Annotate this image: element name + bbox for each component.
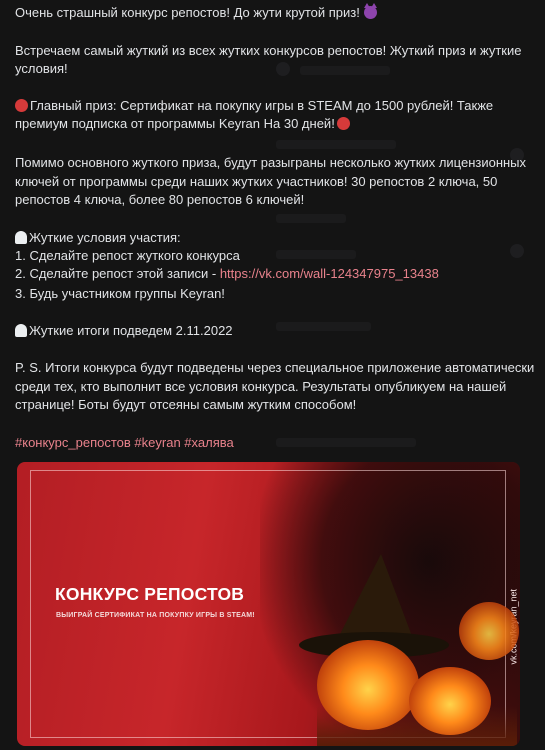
banner-subtitle: ВЫИГРАЙ СЕРТИФИКАТ НА ПОКУПКУ ИГРЫ В STEAM! xyxy=(56,612,255,619)
jack-o-lantern-icon xyxy=(317,640,419,730)
faded-line xyxy=(276,214,346,223)
condition-2: 2. Сделайте репост этой записи - https://vk.com/wall-124347975_13438 xyxy=(15,266,439,281)
condition-1: 1. Сделайте репост жуткого конкурса xyxy=(15,248,240,263)
wall-post-link[interactable]: https://vk.com/wall-124347975_13438 xyxy=(219,266,439,281)
ogre-icon xyxy=(337,117,350,130)
ps-line-2: среди тех, кто выполнит все условия конкурса. Результаты опубликуем на нашей xyxy=(15,379,507,394)
faded-icon xyxy=(276,62,290,76)
faded-line xyxy=(276,438,416,447)
ghost-icon xyxy=(15,231,27,244)
faded-icon xyxy=(510,244,524,258)
jack-o-lantern-icon xyxy=(459,602,519,660)
conditions-title: Жуткие условия участия: xyxy=(15,229,181,248)
ps-line-3: странице! Боты будут отсеяны самым жутким способом! xyxy=(15,397,357,412)
smiling-devil-icon xyxy=(364,6,377,19)
intro-line-1: Встречаем самый жуткий из всех жутких конкурсов репостов! Жуткий приз и жуткие xyxy=(15,43,522,58)
hashtag-konkurs[interactable]: #конкурс_репостов xyxy=(15,435,131,450)
faded-line xyxy=(276,250,356,259)
condition-3: 3. Будь участником группы Keyran! xyxy=(15,286,225,301)
ps-line-1: P. S. Итоги конкурса будут подведены через специальное приложение автоматически xyxy=(15,360,535,375)
prize-line-1: Главный приз: Сертификат на покупку игры в STEAM до 1500 рублей! Также xyxy=(15,97,493,116)
hashtags xyxy=(15,434,234,453)
banner-title: КОНКУРС РЕПОСТОВ xyxy=(55,584,245,604)
ogre-icon xyxy=(15,99,28,112)
witch-hat-icon xyxy=(335,554,415,644)
faded-line xyxy=(300,66,390,75)
ghost-icon xyxy=(15,324,27,337)
hashtag-khalyava[interactable]: #халява xyxy=(184,435,234,450)
keys-line-1: Помимо основного жуткого приза, будут разыграны несколько жутких лицензионных xyxy=(15,155,527,170)
contest-banner-image[interactable] xyxy=(17,462,520,746)
intro-line-2: условия! xyxy=(15,61,68,76)
keys-line-3: репостов 4 ключа, более 80 репостов 6 ключей! xyxy=(15,192,305,207)
keys-line-2: ключей от программы среди наших жутких участников! 30 репостов 2 ключа, 50 xyxy=(15,174,498,189)
results-line: Жуткие итоги подведем 2.11.2022 xyxy=(15,322,233,341)
faded-line xyxy=(276,140,396,149)
prize-line-2: премиум подписка от программы Keyran На 30 дней! xyxy=(15,115,352,134)
jack-o-lantern-icon xyxy=(409,667,491,735)
faded-line xyxy=(276,322,371,331)
post-title: Очень страшный конкурс репостов! До жути крутой приз! xyxy=(15,4,377,23)
hashtag-keyran[interactable]: #keyran xyxy=(134,435,181,450)
